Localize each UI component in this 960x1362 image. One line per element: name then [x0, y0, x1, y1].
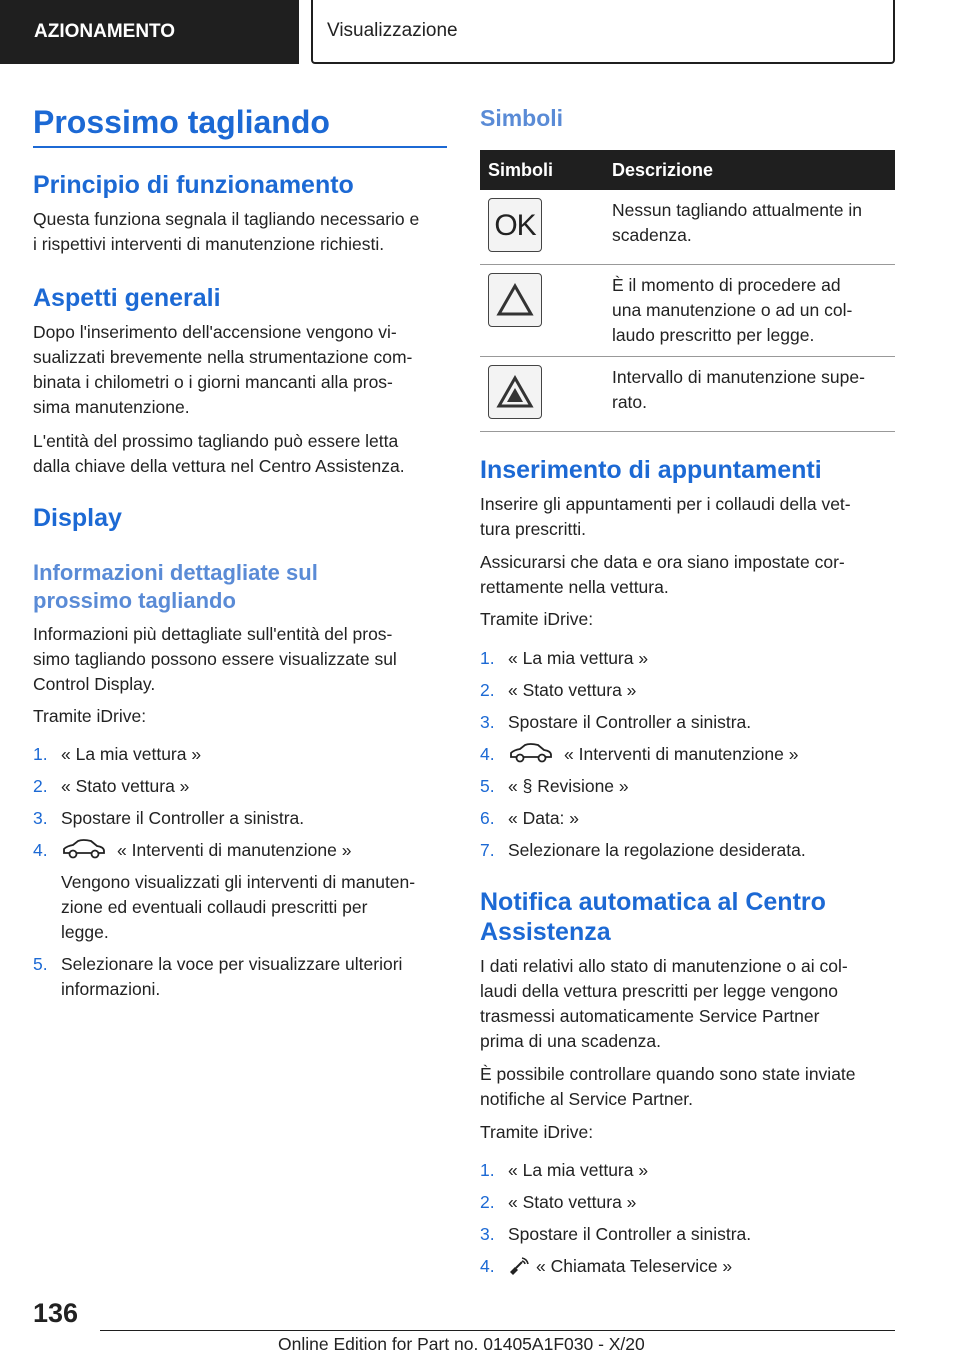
step-text: « La mia vettura » [508, 648, 649, 668]
para-notifica-6: notifiche al Service Partner. [480, 1089, 694, 1109]
desc-line: rato. [612, 392, 648, 412]
para-principio-2: i rispettivi interventi di manutenzione richiesti. [33, 234, 385, 254]
para-aspetti-3: binata i chilometri o i giorni mancanti alla pros- [33, 372, 393, 392]
step-number: 5. [480, 776, 495, 796]
step-number: 4. [480, 1256, 495, 1276]
step-number: 2. [480, 1192, 495, 1212]
table-row [480, 265, 895, 357]
ok-symbol-text: OK [494, 208, 536, 242]
step-text: Spostare il Controller a sinistra. [508, 712, 752, 732]
desc-line: laudo prescritto per legge. [612, 325, 815, 345]
heading-appuntamenti: Inserimento di appuntamenti [480, 456, 822, 484]
step-text: « Stato vettura » [61, 776, 190, 796]
para-principio-1: Questa funziona segnala il tagliando necessario e [33, 209, 420, 229]
para-notifica-2: laudi della vettura prescritti per legge vengono [480, 981, 838, 1001]
desc-cell [604, 190, 895, 265]
para-appunt-2: tura prescritti. [480, 519, 586, 539]
symbols-table-wrap [480, 150, 895, 432]
teleservice-icon [508, 1256, 530, 1283]
para-info-3: Control Display. [33, 674, 156, 694]
heading-simboli: Simboli [480, 105, 564, 131]
para-notifica-1: I dati relativi allo stato di manutenzione o ai col- [480, 956, 848, 976]
car-service-icon [61, 838, 107, 867]
symbol-cell [480, 357, 604, 432]
heading-info-1: Informazioni dettagliate sul [33, 560, 318, 585]
para-info-1: Informazioni più dettagliate sull'entità del pros- [33, 624, 393, 644]
step-number: 2. [480, 680, 495, 700]
page-title: Prossimo tagliando [33, 104, 330, 140]
step-number: 7. [480, 840, 495, 860]
step-text: « Chiamata Teleservice » [536, 1256, 733, 1276]
table-row [480, 357, 895, 432]
step-text: « La mia vettura » [61, 744, 202, 764]
step-number: 1. [480, 648, 495, 668]
header-simboli: Simboli [480, 150, 604, 190]
step-number: 3. [33, 808, 48, 828]
step-text: Selezionare la voce per visualizzare ulteriori [61, 954, 403, 974]
section-tab [311, 0, 895, 64]
step-text: « Interventi di manutenzione » [564, 744, 799, 764]
page-number: 136 [33, 1298, 79, 1328]
step4-extra-1: Vengono visualizzati gli interventi di manuten- [61, 872, 416, 892]
desc-line: una manutenzione o ad un col- [612, 300, 853, 320]
desc-line: Nessun tagliando attualmente in [612, 200, 863, 220]
desc-line: Intervallo di manutenzione supe- [612, 367, 865, 387]
para-notifica-3: trasmessi automaticamente Service Partner [480, 1006, 820, 1026]
para-notifica-5: È possibile controllare quando sono state inviate [480, 1064, 856, 1084]
para-aspetti-2: sualizzati brevemente nella strumentazione com- [33, 347, 413, 367]
warning-triangle-filled-icon [488, 365, 542, 419]
desc-cell [604, 357, 895, 432]
page-title-block [33, 104, 447, 148]
step-number: 3. [480, 712, 495, 732]
para-appunt-3: Assicurarsi che data e ora siano impostate cor- [480, 552, 845, 572]
tramite-label-right-2: Tramite iDrive: [480, 1122, 594, 1142]
heading-notifica-1: Notifica automatica al Centro [480, 888, 826, 916]
step-number: 4. [480, 744, 495, 764]
heading-principio: Principio di funzionamento [33, 171, 354, 199]
step-number: 2. [33, 776, 48, 796]
desc-cell [604, 265, 895, 357]
para-aspetti-4: sima manutenzione. [33, 397, 190, 417]
section-label: Visualizzazione [327, 20, 458, 41]
symbol-cell [480, 265, 604, 357]
edition-note: Online Edition for Part no. 01405A1F030 - X/20 [278, 1334, 645, 1354]
step-number: 3. [480, 1224, 495, 1244]
step-number: 4. [33, 840, 48, 860]
para-info-2: simo tagliando possono essere visualizzate sul [33, 649, 397, 669]
para-aspetti-6: dalla chiave della vettura nel Centro Assistenza. [33, 456, 405, 476]
step-text: « Stato vettura » [508, 1192, 637, 1212]
step-text: « Interventi di manutenzione » [117, 840, 352, 860]
warning-triangle-icon [488, 273, 542, 327]
step-text: Selezionare la regolazione desiderata. [508, 840, 806, 860]
step-number: 6. [480, 808, 495, 828]
table-row [480, 190, 895, 265]
chapter-label: AZIONAMENTO [34, 21, 176, 42]
step4-extra-3: legge. [61, 922, 109, 942]
tramite-label-right: Tramite iDrive: [480, 609, 594, 629]
header-descrizione: Descrizione [604, 150, 895, 190]
heading-info-2: prossimo tagliando [33, 588, 236, 613]
car-service-icon [508, 742, 554, 771]
step-number: 5. [33, 954, 48, 974]
tramite-label: Tramite iDrive: [33, 706, 147, 726]
desc-line: scadenza. [612, 225, 692, 245]
para-appunt-1: Inserire gli appuntamenti per i collaudi della vet- [480, 494, 851, 514]
heading-aspetti: Aspetti generali [33, 284, 221, 312]
step-number: 1. [480, 1160, 495, 1180]
para-appunt-4: rettamente nella vettura. [480, 577, 669, 597]
step4-extra-2: zione ed eventuali collaudi prescritti per [61, 897, 368, 917]
ok-symbol [488, 198, 542, 252]
table-header-row [480, 150, 895, 190]
step-text: « § Revisione » [508, 776, 629, 796]
symbols-table [480, 150, 895, 432]
para-aspetti-1: Dopo l'inserimento dell'accensione vengono vi- [33, 322, 397, 342]
step-text: « Stato vettura » [508, 680, 637, 700]
para-aspetti-5: L'entità del prossimo tagliando può essere letta [33, 431, 399, 451]
step-number: 1. [33, 744, 48, 764]
heading-notifica-2: Assistenza [480, 918, 611, 946]
symbol-cell [480, 190, 604, 265]
heading-display: Display [33, 504, 122, 532]
para-notifica-4: prima di una scadenza. [480, 1031, 661, 1051]
desc-line: È il momento di procedere ad [612, 275, 841, 295]
step-text: « Data: » [508, 808, 580, 828]
step-text: Spostare il Controller a sinistra. [61, 808, 305, 828]
footer-rule [100, 1330, 895, 1331]
step-text: « La mia vettura » [508, 1160, 649, 1180]
step-text: Spostare il Controller a sinistra. [508, 1224, 752, 1244]
chapter-tab [0, 0, 299, 64]
step5-extra: informazioni. [61, 979, 161, 999]
